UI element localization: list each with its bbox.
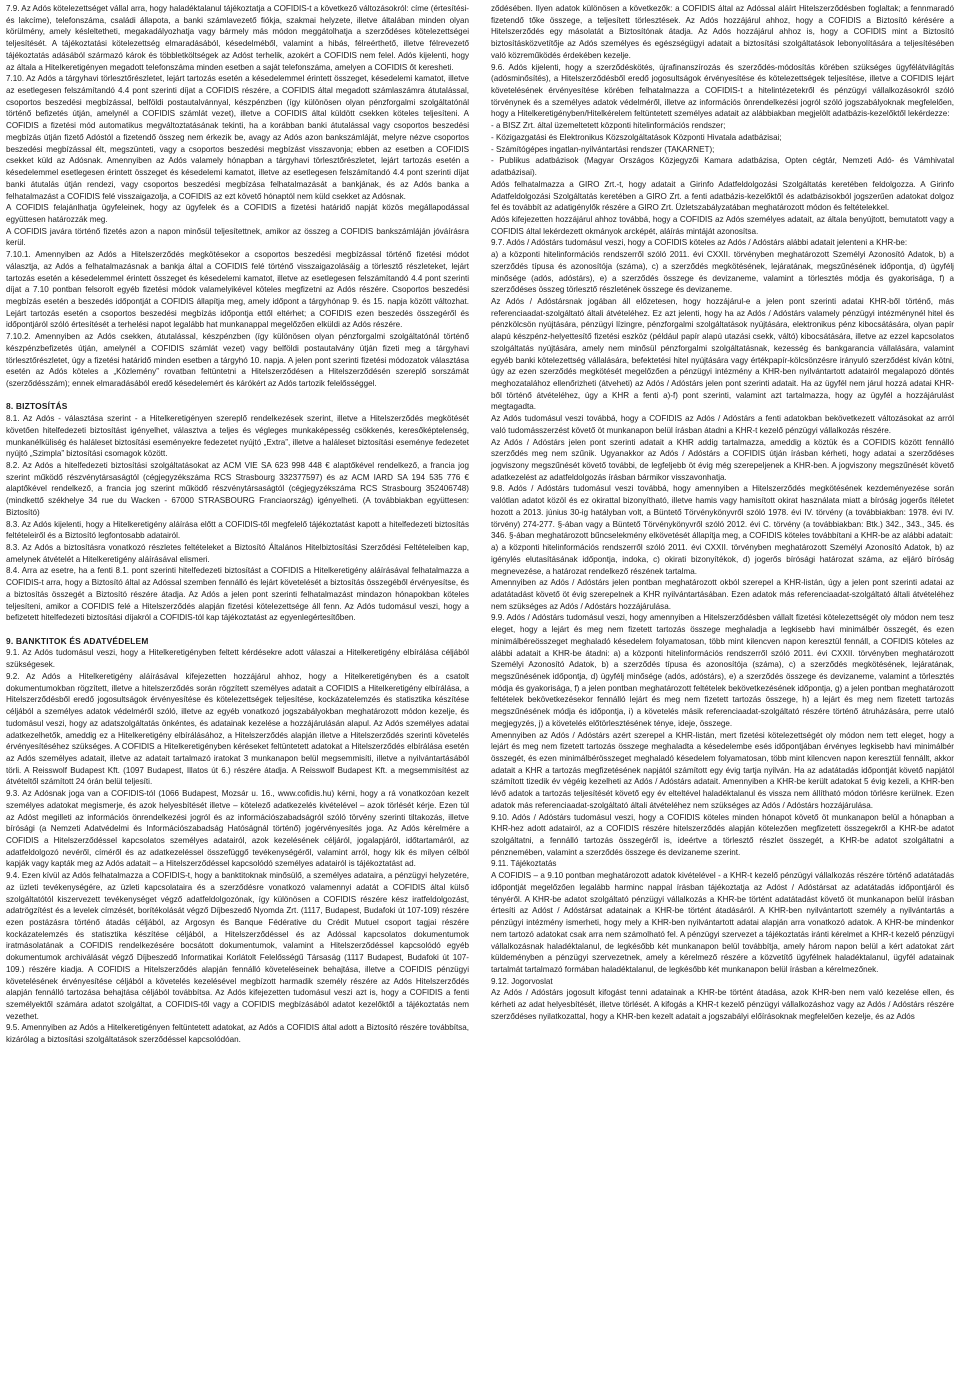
paragraph: 7.10.1. Amennyiben az Adós a Hitelszerződés megkötésekor a csoportos beszedési megbízással történő fizetési módot választja, az Adós a felhatalmazásnak a bankja által a COFIDIS felé történő visszaigazolásáig a törlesztő részleteket, lejárt tartozás esetén a késedelemmel érintett összeget és késedelemi kamatot, illetve az esetlegesen felszámítandó 4.4 pont szerinti díjat a 7.10 pontban felsorolt egyéb fizetési módok valamelyikével köteles megfizetni az Adós részére. Csoportos beszedési megbízás esetén a beszedés időpontját a COFIDIS állapítja meg, amely időpont a tárgyhónap 9. és 15. napja között változhat. Lejárt tartozás esetén a csoportos beszedési megbízás időpontja ettől eltérhet; a COFIDIS ezen beszedés összegéről és időpontjáról szóló értesítését a terhelési napot legalább hat munkanappal megelőzően elküldi az Adós részére.	[6, 250, 469, 330]
paragraph: 9.5. Amennyiben az Adós a Hitelkeretigényen feltüntetett adatokat, az Adós a COFIDIS által adott a Biztosító részére továbbítsa, kizárólag a biztosítási szolgáltatások szerződéssel kapcsolódóan.	[6, 1023, 469, 1045]
paragraph: 9.11. Tájékoztatás	[491, 859, 557, 869]
left-column	[6, 3, 469, 1392]
paragraph: 9.7. Adós / Adóstárs tudomásul veszi, hogy a COFIDIS köteles az Adós / Adóstárs alábbi adatait jelenteni a KHR-be:	[491, 238, 908, 248]
right-column	[491, 3, 954, 1392]
paragraph: 8.1. Az Adós - választása szerint - a Hitelkeretigényen szereplő rendelkezések szerint, illetve a Hitelszerződés megkötését követően hitelfedezeti biztosítást igényelhet, választva a teljes és végleges munkaképesség csökkenés, keresőképtelenség, munkanélküliség és haláleset biztosítási eseményekre fedezetet nyújtó „Extra”, illetve a haláleset biztosítási eseménye fedezetet nyújtó „Szimpla” biztosítási csomagok között.	[6, 414, 469, 459]
paragraph: 9.1. Az Adós tudomásul veszi, hogy a Hitelkeretigényben feltett kérdésekre adott válaszai a Hitelkeretigény elbírálása céljából szükségesek.	[6, 648, 469, 670]
paragraph: Az Adós / Adóstárs jelen pont szerinti adatait a KHR addig tartalmazza, ameddig a köztük és a COFIDIS között fennálló szerződés meg nem szűnik. Ugyanakkor az Adós / Adóstárs a COFIDIS útján írásban kérheti, hogy adatai a szerződéses jogviszony megszűnését követő további, de legfeljebb öt évig még szerepeljenek a KHR-ben. A jogviszony megszűnését követő adatkezelést az adatfeldolgozás írásban bármikor visszavonhatja.	[491, 437, 954, 482]
paragraph: - Közigazgatási és Elektronikus Közszolgáltatások Központi Hivatala adatbázisai;	[491, 132, 782, 142]
paragraph: 8.2. Az Adós a hitelfedezeti biztosítási szolgáltatásokat az ACM VIE SA 623 998 448 € alaptőkével rendelkező, a francia jog szerint működő részvénytársaságtól (cégjegyzékszáma RCS Strasbourg 332377597) és az ACM IARD SA 194 535 776 € alaptőkével rendelkező, a francia jog szerint működő részvénytársaságtól (cégjegyzékszáma RCS Strasbourg 352406748) (mindkettő székhelye 34 rue du Wacken - 67000 STRASBOURG Franciaország) igényelheti. (A továbbiakban együttesen: Biztosító)	[6, 461, 469, 517]
paragraph: ződésében. Ilyen adatok különösen a következők: a COFIDIS által az Adóssal aláírt Hitelszerződésben foglaltak; a fennmaradó fizetendő tőke összege, a teljesített törlesztések. Az Adós hozzájárul ahhoz, hogy a COFIDIS a Biztosító kérésére a Hitelszerződés egy másolatát a Biztosítónak átadja. Az Adós hozzájárul ahhoz is, hogy a COFIDIS mint a Biztosító biztosításközvetítője az Adós személyes és egészségügyi adatait a biztosítási szolgáltatások lebonyolítására a teljesítésében való közreműködés érdekében kezelje.	[491, 4, 954, 60]
paragraph: Az Adós / Adóstársnak jogában áll előzetesen, hogy hozzájárul-e a jelen pont szerinti adatai KHR-ből történő, más referenciaadat-szolgáltató általi átvételéhez. Ez azt jelenti, hogy ha az Adós / Adóstárs valamely pénzügyi intézménynél hitel és pénzkölcsön nyújtására, pénzügyi lízingre, pénzforgalmi szolgáltatások nyújtására, elektronikus pénz kibocsátására, olyan papír alapú készpénz-helyettesítő fizetési eszköz (például papír alapú utazási csekk, váltó) kibocsátására, illetve az ezzel kapcsolatos szolgáltatás nyújtására, amely nem minősül pénzforgalmi szolgáltatásnak, kezesség és bankgarancia vállalására, valamint egyéb banki kötelezettség vállalására, befektetési hitel nyújtására vagy értékpapír-kölcsönzésre irányuló szerződést kíván kötni, úgy az ezen szerződés megkötését megelőzően a pénzügyi intézmény a KHR-ben nyilvántartott adatairól megalapozó döntés meghozatalához ellenőrizheti (átveheti) az Adós / Adóstárs jelen pont szerinti adatait. Ha az ügyfél nem járul hozzá adatai KHR-ből történő átvételéhez, úgy a KHR a fenti a)-f) pont szerinti, valamint azt tartalmazza, hogy az ügyfél a hozzájárulást megtagadta.	[491, 296, 954, 412]
paragraph: Az Adós tudomásul veszi továbbá, hogy a COFIDIS az Adós / Adóstárs a fenti adatokban bekövetkezett változásokat az arról való tudomásszerzést követő öt munkanapon belül írásban átadni a KHR-t kezelő pénzügyi vállalkozás részére.	[491, 414, 954, 435]
paragraph: 8.3. Az Adós a biztosításra vonatkozó részletes feltételeket a Biztosító Általános Hitelbiztosítási Szerződési Feltételeiben kap, amelynek átvételét a Hitelkeretigény aláírásával elismeri.	[6, 543, 469, 564]
paragraph: 9.9. Adós / Adóstárs tudomásul veszi, hogy amennyiben a Hitelszerződésben vállalt fizetési kötelezettségét oly módon nem tesz eleget, hogy a lejárt és meg nem fizetett tartozás összege meghaladja a legkisebb havi minimálbér összegét, és ezen minimálbéreösszeget meghaladó késedelem folyamatosan, több mint kilencven napon keresztül fennáll, a COFIDIS köteles az alábbi adatait a KHR-be átadni: a) a központi hitelinformációs rendszerről szóló 2011. évi CXXII. törvényben meghatározott Személyi Azonosító Adatok, b) a szerződés típusa és azonosítója (száma), c) a szerződés megkötésének, lejáratának, megszűnésének időpontja, d) ügyfélj minősége (adós, adóstárs), e) a szerződés összege és devizaneme, valamint a törlesztés módja és gyakorisága, f) a jelen pontban meghatározott feltételek bekövetkezésének időpontja, g) a jelen pontban meghatározott feltételek bekövetkezésekor fennálló lejárt és meg nem fizetett tartozás összege, h) a lejárt és meg nem fizetett tartozás megszűnésének módja és időpontja, i) a követelés másik referenciaadat-szolgáltató részére történő átruházására, perre utaló megjegyzés, j) a követelés előtörlesztésének ténye, ideje, összege.	[491, 613, 954, 728]
paragraph: 9.12. Jogorvoslat	[491, 976, 553, 986]
paragraph: A COFIDIS javára történő fizetés azon a napon minősül teljesítettnek, amikor az összeg a COFIDIS bankszámláján jóváírásra kerül.	[6, 226, 469, 248]
paragraph: - Számítógépes ingatlan-nyilvántartási rendszer (TAKARNET);	[491, 144, 715, 154]
paragraph: a) a központi hitelinformációs rendszerről szóló 2011. évi CXXII. törvényben meghatározott Személyi Azonosító Adatok, b) a szerződés típusa és azonosítója (száma), c) a szerződés megkötésének, lejáratának, megszűnésének időpontja, d) ügyfélj minősége (adós, adóstárs), e) a szerződés összege és devizaneme, valamint a törlesztés módja és gyakorisága, f) a szerződéses összeg törlesztő részletének összege és devizaneme.	[491, 250, 954, 295]
paragraph: 9.8. Adós / Adóstárs tudomásul veszi továbbá, hogy amennyiben a Hitelszerződés megkötésének kezdeményezése során valótlan adatot közöl és ez okirattal bizonyítható, illetve hamis vagy hamisított okirat használata miatt a bíróság jogerős ítéletet hozott a 2013. június 30-ig hatályban volt, a Büntető Törvénykönyvről szóló 1978. évi IV. törvény (a továbbiakban: 1978. évi IV. törvény) 274-277. §-ában vagy a Büntető Törvénykönyvről szóló 2012. évi C. törvény (a továbbiakban: Btk.) 342., 343., 345. és 346. §-ában meghatározott bűncselekmény elkövetését állapítja meg, a COFIDIS köteles továbbítani a KHR-be az alábbi adatait:	[491, 484, 954, 541]
paragraph: 9.10. Adós / Adóstárs tudomásul veszi, hogy a COFIDIS köteles minden hónapot követő öt munkanapon belül a hónapban a KHR-hez adott adatairól, az a COFIDIS részére hitelszerződés alapján kötelezően megfizetett összegekről a KHR-be adatot szolgáltatni, a fennálló tartozás összegéről is, ideértve a törlesztő részlet összegét, a KHR-be adatot szolgáltatni a pénznemében, valamint a szerződés összege és devizaneme szerint.	[491, 812, 954, 857]
paragraph: - a BISZ Zrt. által üzemeltetett központi hitelinformációs rendszer;	[491, 121, 726, 131]
paragraph: Amennyiben az Adós / Adóstárs azért szerepel a KHR-listán, mert fizetési kötelezettségét oly módon nem tett eleget, hogy a lejárt és meg nem fizetett tartozás összege meghaladta a késedelembe esés időpontjában érvényes legkisebb havi minimálbér összegét, és ezen minimálbérösszeget meghaladó késedelem folyamatosan, több mint kilencven napon keresztül fennállt, akkor adatait a KHR a tartozás megfizetésének napjától számított egy évig tartja nyilván. Ha az adatátadás időpontját követő napjától számított tizedik év végéig kezelheti az Adós / Adóstárs adatait. Amennyiben a KHR-be került adatokat 5 évig kezeli, a KHR-ben lévő adatok a tartozás teljesítését követő egy év elteltével haladéktalanul és vissza nem állítható módon törlésre kerülnek. Ezen adatok más referenciaadat-szolgáltató általi átvételéhez nem szükséges az Adós / Adóstárs hozzájárulása.	[491, 730, 954, 810]
paragraph: - Publikus adatbázisok (Magyar Országos Közjegyzői Kamara adatbázisa, Opten cégtár, Nemzeti Adó- és Vámhivatal adatbázisai).	[491, 156, 954, 178]
paragraph: A COFIDIS – a 9.10 pontban meghatározott adatok kivételével - a KHR-t kezelő pénzügyi vállalkozás részére történő adatátadás időpontját megelőzően legalább harminc nappal írásban tájékoztatja az Adóst / Adóstársat az adatátadás időpontjáról és tényéről. A KHR-be adatot szolgáltató pénzügyi vállalkozás a KHR-be történt adatátadást követő öt munkanapon belül írásban értesíti az Adóst / Adóstársat adatainak a KHR-be történt átadásáról. A KHR-ben nyilvántartott személy a nyilvántartás a pénzügyi intézmény ismerheti, hogy mely a KHR-ben nyilvántartott adatai alapján arra vonatkozó adatok. A KHR-be mindenkor nem tartozó adatokat csak arra nem számolható fel. A pénzügyi szervezet a tájékoztatás iránti kérelmet a KHR-t kezelő pénzügyi vállalkozásnak haladéktalanul, de legkésőbb két munkanapon belül továbbítja, amely három napon belül a kért adatokat zárt küldeményben a pénzügyi szervezetnek, amely a kérelmező részére a közvetítő ügyfélnek haladéktalanul, ügyfél adatainak tartalmát tartalmazó formában haladéktalanul, de legkésőbb két munkanapon belül írásban a kérelmezőnek.	[491, 871, 954, 974]
paragraph: 8.3. Az Adós kijelenti, hogy a Hitelkeretigény aláírása előtt a COFIDIS-től megfelelő tájékoztatást kapott a hitelfedezeti biztosítás feltételeiről és a Biztosító legfontosabb adatairól.	[6, 519, 469, 541]
section-heading: 9. BANKTITOK ÉS ADATVÉDELEM	[6, 635, 149, 646]
paragraph: Az Adós / Adóstárs jogosult kifogást tenni adatainak a KHR-be történt átadása, azok KHR-ben nem való kezelése ellen, és kérheti az adat helyesbítését, illetve törlését. A kifogás a KHR-t kezelő pénzügyi vállalkozáshoz vagy az Adós / Adóstárs részére szerződéses nyilatkozattal, hogy a KHR-ben kezelt adatait a jogszabályi előírásoknak megfelelően kezelje, és az Adós	[491, 988, 954, 1021]
paragraph: 7.10. Az Adós a tárgyhavi törlesztőrészletet, lejárt tartozás esetén a késedelemmel érintett összeget, késedelemi kamatot, illetve az esetlegesen felszámítandó 4.4 pont szerinti díjat a COFIDIS részére, a COFIDIS által megadott számlaszámra átutalással, csoportos beszedési megbízással, belföldi postautalvánnyal, készpénzben (így különösen olyan pénzforgalmi szolgáltatónál történő befizetés útján, amelynél a COFIDIS számlát vezet), illetve a COFIDIS által küldött csekken köteles teljesíteni. A COFIDIS a fizetési mód automatikus megváltoztatásának tekinti, ha a korábban banki átutalással vagy csoportos beszedési megbízás útján fizető Adóstól a fizetendő összeg nem érkezik be, avagy az Adós azon bankszámláját, melyre nézve csoportos beszedési megbízással élt, megszünteti, vagy a csoportos beszedési megbízást visszavonja; ebben az esetben a COFIDIS csekket küld az Adósnak. Amennyiben az Adós valamely hónapban a tárgyhavi törlesztőrészletet, lejárt tartozás esetén a késedelemmel esetlegesen érintett összeget és késedelemi kamatot, illetve az esetlegesen felszámítandó 4.4 pont szerinti díjat banki átutalás útján rendezi, vagy csoportos beszedési megbízása felhatalmazását a bankjának, és az Adós banka a felhatalmazást a COFIDIS felé visszaigazolja, a COFIDIS az ezt követő hónaptól nem küld csekket az Adósnak.	[6, 74, 469, 201]
paragraph: 9.2. Az Adós a Hitelkeretigény aláírásával kifejezetten hozzájárul ahhoz, hogy a Hitelkeretigényben és a csatolt dokumentumokban rögzített, illetve a hitelszerződés során rögzített személyes adatait a COFIDIS a Hitelkeretigény elbírálása, a Hitelszerződésből eredő jogosultságok érvényesítése és kötelezettségek teljesítése, kockázatelemzés és statisztika készítése céljából a személyes adatok védelméről szóló, illetve az egyéb vonatkozó jogszabályokban meghatározott módon kezelje, és tudomásul veszi, hogy az adatszolgáltatás önkéntes, és adatainak kezelése a hozzájárulásán alapul. Az Adós személyes adatai adatkezelhetők, ameddig ez a Hitelkeretigény elbírálásához, a Hitelszerződés alapján illetve a Hitelszerződés szerinti követelés érvényesítéséhez szükséges. A COFIDIS a Hitelkeretigényben kéréseket feltüntetett adatokat a Hitelszerződés elbírálása esetén az Adós személyes adatait, illetve az adatait tartalmazó iratokat 3 munkanapon belül megsemmisíti, illetve a nyilvántartásából törli. A Reisswolf Budapest Kft. (1097 Budapest, Illatos út 6.) részére átadja. A Reisswolf Budapest Kft. a megsemmisítést az átvételtől számított 24 órán belül teljesíti.	[6, 671, 469, 787]
paragraph: 9.6. Adós kijelenti, hogy a szerződéskötés, újrafinanszírozás és szerződés-módosítás körében szükséges ügyfélátvilágítás (adósminősítés), a Hitelszerződésből eredő jogosultságok érvényesítése és kötelezettségek teljesítése, illetve a COFIDIS lejárt követelésének érvényesítése körében felhatalmazza a COFIDIS-t a hitelintézetekről és pénzügyi vállalkozásokról szóló törvénynek és a személyes adatok védelméről, illetve az információs önrendelkezési jogról szóló jogszabályoknak megfelelően, hogy a Hitelkeretigényben/Hitelkérelem feltüntetett személyes adatait az alábbiakban megjelölt adatbázis-kezelőktől lekérdezze:	[491, 62, 954, 119]
paragraph: A COFIDIS felajánlhatja ügyfeleinek, hogy az ügyfelek és a COFIDIS a fizetési határidő napját közös megállapodással együttesen határozzák meg.	[6, 203, 469, 224]
paragraph: 8.4. Arra az esetre, ha a fenti 8.1. pont szerinti hitelfedezeti biztosítást a COFIDIS a Hitelkeretigény aláírásával felhatalmazza a COFIDIS-t arra, hogy a Biztosító által az Adóssal szemben fennálló és lejárt követelését a biztosítás összegéből érvényesítse, és a biztosítás összegét a Biztosító részére átadja. Az Adós a jelen pont szerinti felhatalmazást mindazon hónapokban köteles teljesíteni, amikor a COFIDIS felé a Hitelszerződés alapján fizetési kötelezettsége áll fenn. Az Adós tudomásul veszi, hogy a befizetett hitelfedezeti biztosítási díjakról a COFIDIS-tól kap tájékoztatást az egyenlegértesítőben.	[6, 566, 469, 623]
paragraph: 9.4. Ezen kívül az Adós felhatalmazza a COFIDIS-t, hogy a banktitoknak minősülő, a személyes adataira, a pénzügyi helyzetére, az üzleti tevékenységére, az üzleti kapcsolataira és a szerződésre vonatkozó valamennyi adatát a COFIDIS által külső szolgáltatótól kiszervezett tevékenységet végző adatfeldolgozónak, így különösen a COFIDIS részére kész iratfeldolgozást, adatrögzítést és a levelek címzését, borítékolását végző Díjbeszedő Nyomda Zrt. (1117, Budapest, Budafoki út 107-109) részére ezen postázásra történő átadás céljából, az Argosyn és Banque Fédérative du Crédit Mutuel csoport tagjai részére kockázatelemzés és statisztika készítése céljából, a Hitelszerződéssel és az Adóssal kapcsolatos dokumentumok iratmásolatának a COFIDIS rendelkezésére bocsátott dokumentumok, valamint a Hitelszerződéssel kapcsolódó egyéb dokumentumok archiválását végző Díjbeszedő Informatikai Korlátolt Felelősségű Társaság (1117 Budapest, Budafoki út 107-109.) részére kiadja. A COFIDIS a Hitelszerződés alapján fennálló követeléseinek behajtása, illetve a COFIDIS pénzügyi követelésének érvényesítése céljából a követelés kezelésével megbízott harmadik személy részére az Adós Hitelszerződés alapján fennálló tartozása behajtása céljából továbbítsa. Az Adós kifejezetten tudomásul veszi azt is, hogy a COFIDIS a fenti személyektől számára adatot szolgáltat, a COFIDIS-től vagy a COFIDIS megbízásából adatot kezelőktől a tájékoztatás nem vezethet.	[6, 871, 469, 1021]
paragraph: Adós kifejezetten hozzájárul ahhoz továbbá, hogy a COFIDIS az Adós személyes adatait, az általa benyújtott, bemutatott vagy a COFIDIS által lekérdezett okmányok arcképét, aláírás mintáját azonosítsa.	[491, 214, 954, 236]
section-heading: 8. BIZTOSÍTÁS	[6, 401, 68, 412]
paragraph: 7.10.2. Amennyiben az Adós csekken, átutalással, készpénzben (így különösen olyan pénzforgalmi szolgáltatónál történő készpénzbefizetés útján, amelynél a COFIDIS számlát vezet) vagy belföldi postautalvány útján fizeti meg a tárgyhavi törlesztőrészletet, úgy a fizetési határidő minden esetben a tárgyhó 10. napja. A jelen pont szerinti fizetési módozatok választása esetén az Adós köteles a „Közlemény” rovatban feltüntetni a Hitelszerződésen a Hitelszerződésén szereplő sorszámát (szerződésszám); ennek elmaradásából eredő késedelemért és kárókért az Adós tartozik felelősséggel.	[6, 332, 469, 388]
paragraph: Adós felhatalmazza a GIRO Zrt.-t, hogy adatait a Girinfo Adatfeldolgozási Szolgáltatás keretében feldolgozza. A Girinfo Adatfeldolgozási Szolgáltatás keretében a GIRO Zrt. a fenti adatbázis-kezelőktől és adatbázisokból jogszerűen adatokat dolgoz fel és továbbít az adatigénylők részére a GIRO Zrt. Üzletszabályzatában meghatározott módon és feltételekkel.	[491, 179, 954, 213]
paragraph: 7.9. Az Adós kötelezettséget vállal arra, hogy haladéktalanul tájékoztatja a COFIDIS-t a következő változásokról: címe (értesítési- és lakcíme), telefonszáma, családi állapota, a banki számlavezető fiókja, szakmai helyzete, illetve általában minden olyan körülmény, amely késleltetheti, megakadályozhatja vagy bármely más módon meggátolhatja a szerződéses kötelezettségei teljesítését. A tájékoztatási kötelezettség elmaradásából, késedelméből, valamint a hibás, félreérthető, illetve félrevezető tájékoztatás adásából származó károk és többletköltségek az Adóst terhelik, azokért a COFIDIS nem felel. Adós kijelenti, hogy az általa a Hitelkeretigényen megadott telefonszáma minden esetben a saját telefonszáma, amelyen a COFIDIS őt keresheti.	[6, 4, 469, 72]
paragraph: a) a központi hitelinformációs rendszerről szóló 2011. évi CXXII. törvényben meghatározott Személyi Azonosító Adatok, b) az igénylés elutasításának időpontja, indoka, c) okirati bizonyítékok, d) jogerős bírósági határozat száma, az eljáró bíróság megnevezése, a határozat rendelkező részének tartalma.	[491, 543, 954, 576]
paragraph: 9.3. Az Adósnak joga van a COFIDIS-tól (1066 Budapest, Mozsár u. 16., www.cofidis.hu) kérni, hogy a rá vonatkozóan kezelt személyes adatokat megismerje, és azok helyesbítését illetve – kötelező adatkezelés kivételével – azok törlését kérje. Ezen túl az Adóst megilleti az információs önrendelkezési jogról és az információszabadságról szóló törvény szerinti tiltakozás, illetve bírósági (a Nemzeti Adatvédelmi és Információszabadság Hatóságnál történő) jogérvényesítés joga. Az Adós kérelmére a COFIDIS a Hitelszerződéssel kapcsolatos személyes adatairól, azok kezelésének céljáról, jogalapjáról, időtartamáról, az adatfeldolgozó nevéről, címéről és az adatkezeléssel összefüggő tevékenységéről, valamint arról, hogy kik és milyen célból kapják vagy kapták meg az Adós adatait – a Hitelszerződéssel kapcsolódó személyes adatairól is tájékoztatást ad.	[6, 789, 469, 869]
paragraph: Amennyiben az Adós / Adóstárs jelen pontban meghatározott okból szerepel a KHR-listán, úgy a jelen pont szerinti adatai az adatátadást követő öt évig szerepelnek a KHR nyilvántartásában. Ezen adatok más referenciaadat-szolgáltató általi átvételéhez nem szükséges az Adós / Adóstárs hozzájárulása.	[491, 578, 954, 611]
